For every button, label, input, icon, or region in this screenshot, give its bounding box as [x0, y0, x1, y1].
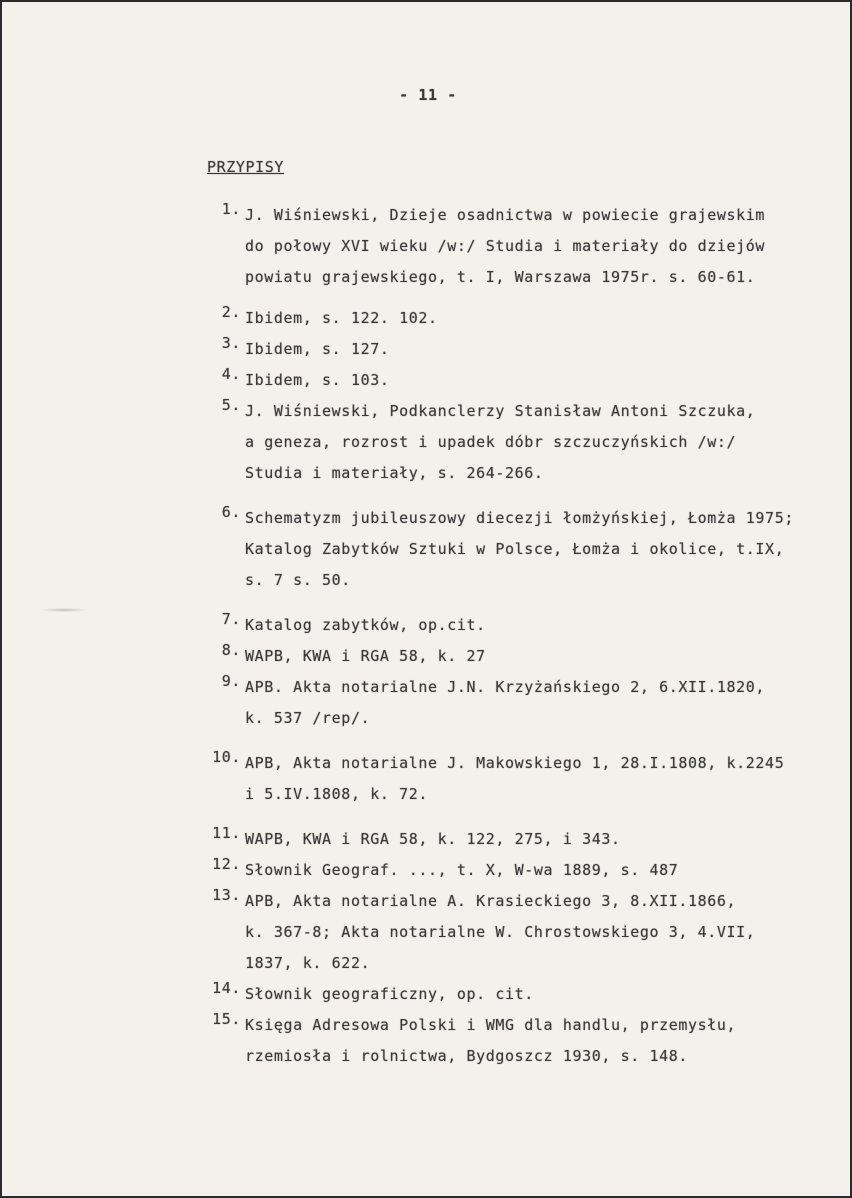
footnote-number: 15. [212, 1010, 241, 1028]
footnote-line: do połowy XVI wieku /w:/ Studia i materiały do dziejów [245, 237, 766, 255]
footnote-line: Ibidem, s. 122. 102. [245, 309, 438, 327]
page-number: - 11 - [399, 86, 457, 104]
footnote-12 [205, 855, 845, 886]
footnote-line: Ibidem, s. 127. [245, 340, 390, 358]
footnote-number: 6. [221, 503, 241, 521]
paper-speck [40, 608, 88, 612]
footnote-number: 9. [221, 672, 241, 690]
footnote-line: Katalog zabytków, op.cit. [245, 616, 486, 634]
footnote-line: i 5.IV.1808, k. 72. [245, 785, 428, 803]
footnote-number: 2. [221, 303, 241, 321]
footnote-line: Słownik geograficzny, op. cit. [245, 985, 534, 1003]
footnote-7 [205, 610, 845, 641]
footnote-line: APB. Akta notarialne J.N. Krzyżańskiego 2, 6.XII.1820, [245, 678, 766, 696]
footnote-11 [205, 824, 845, 855]
footnote-number: 14. [212, 979, 241, 997]
footnote-line: rzemiosła i rolnictwa, Bydgoszcz 1930, s. 148. [245, 1047, 689, 1065]
footnote-number: 8. [221, 641, 241, 659]
footnote-13 [205, 886, 845, 979]
footnote-line: Ibidem, s. 103. [245, 371, 390, 389]
footnote-line: powiatu grajewskiego, t. I, Warszawa 1975r. s. 60-61. [245, 268, 756, 286]
footnotes-list [205, 200, 845, 1072]
footnote-3 [205, 334, 845, 365]
footnote-line: J. Wiśniewski, Podkanclerzy Stanisław Antoni Szczuka, [245, 402, 756, 420]
footnote-number: 13. [212, 886, 241, 904]
footnote-number: 7. [221, 610, 241, 628]
footnotes-heading: PRZYPISY [207, 158, 285, 176]
footnote-2 [205, 303, 845, 334]
footnote-line: 1837, k. 622. [245, 954, 371, 972]
footnote-line: a geneza, rozrost i upadek dóbr szczuczyńskich /w:/ [245, 433, 737, 451]
footnote-number: 3. [221, 334, 241, 352]
footnote-6 [205, 503, 845, 596]
footnote-line: s. 7 s. 50. [245, 571, 351, 589]
footnote-line: Schematyzm jubileuszowy diecezji łomżyńskiej, Łomża 1975; [245, 509, 794, 527]
footnote-line: J. Wiśniewski, Dzieje osadnictwa w powiecie grajewskim [245, 206, 766, 224]
footnote-line: WAPB, KWA i RGA 58, k. 27 [245, 647, 486, 665]
footnote-line: APB, Akta notarialne A. Krasieckiego 3, 8.XII.1866, [245, 892, 737, 910]
footnote-number: 4. [221, 365, 241, 383]
footnote-9 [205, 672, 845, 734]
footnote-line: Katalog Zabytków Sztuki w Polsce, Łomża i okolice, t.IX, [245, 540, 785, 558]
footnote-8 [205, 641, 845, 672]
footnote-line: k. 367-8; Akta notarialne W. Chrostowskiego 3, 4.VII, [245, 923, 756, 941]
footnote-number: 12. [212, 855, 241, 873]
footnote-4 [205, 365, 845, 396]
footnote-14 [205, 979, 845, 1010]
footnote-number: 1. [221, 200, 241, 218]
footnote-number: 10. [212, 748, 241, 766]
footnote-line: Księga Adresowa Polski i WMG dla handlu, przemysłu, [245, 1016, 737, 1034]
footnote-line: Słownik Geograf. ..., t. X, W-wa 1889, s. 487 [245, 861, 679, 879]
footnote-line: k. 537 /rep/. [245, 709, 371, 727]
footnote-line: APB, Akta notarialne J. Makowskiego 1, 28.I.1808, k.2245 [245, 754, 785, 772]
footnote-1 [205, 200, 845, 293]
footnote-10 [205, 748, 845, 810]
footnote-number: 11. [212, 824, 241, 842]
footnote-line: Studia i materiały, s. 264-266. [245, 464, 544, 482]
footnote-15 [205, 1010, 845, 1072]
footnote-number: 5. [221, 396, 241, 414]
footnote-5 [205, 396, 845, 489]
footnote-line: WAPB, KWA i RGA 58, k. 122, 275, i 343. [245, 830, 621, 848]
